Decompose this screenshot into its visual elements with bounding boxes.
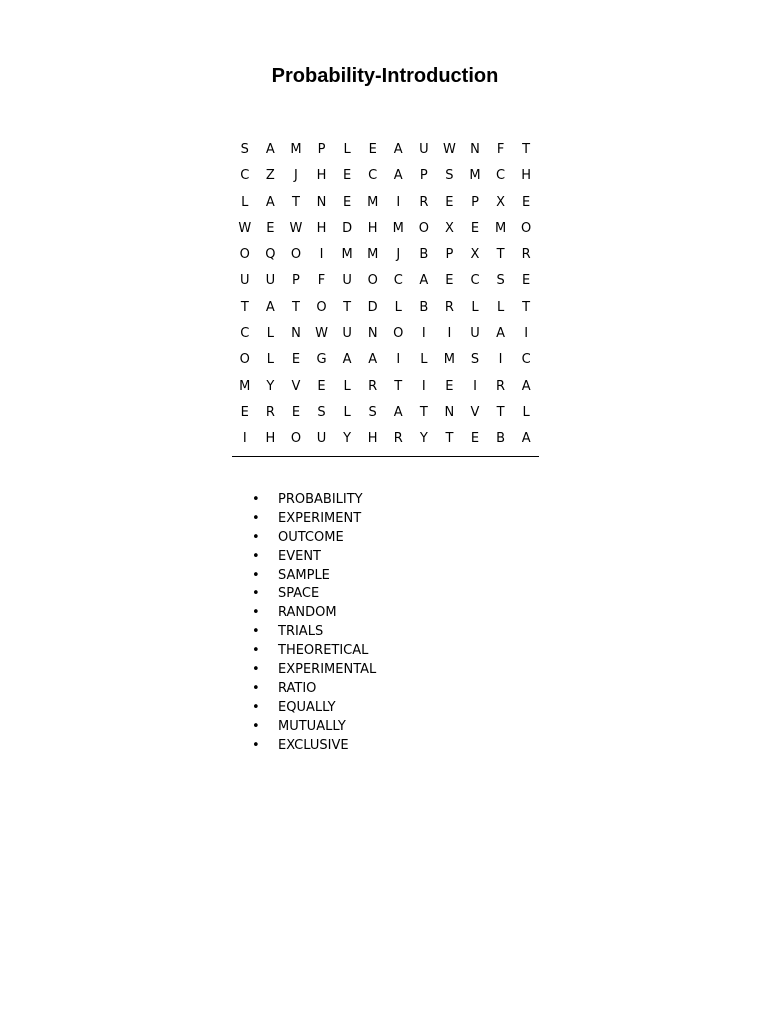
grid-cell: X: [444, 220, 454, 236]
word-label: EXPERIMENTAL: [278, 662, 377, 678]
grid-row: [232, 426, 539, 452]
grid-cell: R: [419, 194, 429, 210]
grid-cell: A: [393, 142, 403, 157]
grid-cell: E: [470, 431, 480, 447]
grid-cell: E: [342, 194, 352, 210]
grid-cell: U: [419, 142, 429, 157]
grid-cell: F: [496, 142, 505, 157]
grid-cell: A: [393, 404, 403, 420]
grid-cell: X: [470, 247, 480, 263]
grid-row: [232, 295, 539, 321]
grid-cell: J: [396, 247, 401, 263]
grid-cell: O: [393, 326, 404, 342]
grid-cell: T: [522, 299, 531, 315]
grid-cell: L: [241, 194, 249, 210]
grid-cell: R: [265, 404, 275, 420]
word-label: EQUALLY: [278, 699, 336, 715]
word-list-item: [252, 642, 376, 661]
grid-cell: E: [445, 378, 454, 394]
grid-cell: I: [524, 326, 529, 342]
grid-cell: O: [239, 352, 250, 368]
grid-cell: I: [473, 378, 477, 394]
grid-cell: I: [242, 431, 247, 447]
grid-cell: H: [316, 220, 327, 236]
grid-cell: L: [420, 352, 428, 368]
grid-cell: G: [316, 352, 327, 368]
word-label: OUTCOME: [278, 529, 344, 545]
grid-cell: M: [443, 352, 456, 368]
grid-cell: E: [266, 220, 275, 236]
grid-cell: L: [266, 352, 274, 368]
page-title: Probability-Introduction: [271, 65, 499, 87]
grid-cell: L: [343, 404, 351, 420]
grid-cell: P: [317, 142, 326, 157]
grid-cell: E: [240, 404, 249, 420]
grid-cell: T: [496, 404, 505, 420]
grid-cell: U: [240, 273, 250, 289]
grid-cell: H: [521, 168, 532, 184]
word-label: SAMPLE: [278, 567, 330, 583]
grid-cell: P: [471, 194, 479, 210]
grid-cell: W: [238, 220, 252, 236]
grid-cell: S: [317, 404, 326, 420]
grid-row: [232, 242, 539, 268]
grid-cell: H: [316, 168, 327, 184]
grid-cell: O: [290, 247, 302, 263]
grid-row: [232, 163, 539, 189]
word-list-item: [252, 604, 376, 623]
grid-cell: S: [496, 273, 505, 289]
grid-cell: T: [445, 431, 454, 447]
grid-cell: B: [419, 299, 429, 315]
grid-cell: R: [521, 247, 531, 263]
grid-cell: C: [240, 168, 250, 184]
grid-cell: T: [394, 378, 403, 394]
grid-cell: I: [396, 194, 401, 210]
word-search-grid: [232, 137, 539, 457]
grid-cell: A: [265, 142, 275, 157]
grid-cell: T: [291, 299, 300, 315]
grid-cell: A: [265, 299, 275, 315]
grid-cell: M: [290, 142, 302, 157]
grid-cell: U: [470, 326, 480, 342]
grid-row: [232, 374, 539, 400]
grid-cell: E: [368, 142, 377, 157]
grid-cell: L: [343, 142, 351, 157]
bullet-icon: •: [252, 643, 260, 659]
grid-cell: C: [470, 273, 480, 289]
bullet-icon: •: [252, 548, 260, 564]
grid-cell: M: [367, 247, 379, 263]
grid-cell: T: [496, 247, 505, 263]
grid-cell: O: [290, 431, 302, 447]
grid-cell: Z: [265, 168, 275, 184]
word-list-item: [252, 718, 376, 737]
word-list-item: [252, 623, 376, 642]
bullet-icon: •: [252, 737, 260, 753]
grid-cell: P: [445, 247, 454, 263]
grid-cell: N: [367, 326, 378, 342]
grid-cell: R: [496, 378, 506, 394]
grid-cell: L: [394, 299, 402, 315]
grid-cell: A: [265, 194, 275, 210]
grid-cell: I: [421, 326, 426, 342]
grid-cell: I: [421, 378, 426, 394]
grid-cell: C: [240, 326, 250, 342]
grid-cell: T: [240, 299, 249, 315]
word-label: SPACE: [278, 586, 320, 602]
grid-cell: T: [343, 299, 352, 315]
grid-cell: F: [317, 273, 326, 289]
grid-cell: N: [291, 326, 301, 342]
grid-cell: N: [444, 404, 455, 420]
grid-cell: S: [240, 142, 249, 157]
grid-cell: V: [470, 404, 480, 420]
word-label: RANDOM: [278, 605, 337, 621]
bullet-icon: •: [252, 662, 260, 678]
grid-cell: E: [470, 220, 480, 236]
word-label: TRIALS: [278, 624, 324, 640]
grid-cell: Y: [419, 431, 428, 447]
grid-cell: E: [342, 168, 352, 184]
grid-cell: U: [342, 326, 352, 342]
grid-cell: X: [496, 194, 506, 210]
word-label: EXCLUSIVE: [278, 737, 349, 753]
grid-cell: D: [367, 299, 378, 315]
word-list-item: [252, 661, 376, 680]
grid-cell: A: [342, 352, 352, 368]
word-list-item: [252, 737, 376, 756]
word-label: EXPERIMENT: [278, 510, 362, 526]
bullet-icon: •: [252, 567, 260, 583]
grid-cell: O: [521, 220, 532, 236]
word-label: PROBABILITY: [278, 492, 363, 507]
grid-cell: S: [470, 352, 480, 368]
word-label: MUTUALLY: [278, 718, 346, 734]
grid-cell: N: [316, 194, 327, 210]
word-list-item: [252, 699, 376, 718]
grid-cell: E: [522, 194, 531, 210]
grid-cell: O: [239, 247, 250, 263]
grid-cell: U: [316, 431, 327, 447]
grid-cell: V: [291, 378, 301, 394]
grid-row: [232, 216, 539, 242]
word-label: EVENT: [278, 548, 321, 564]
grid-cell: A: [368, 352, 378, 368]
grid-cell: L: [522, 404, 530, 420]
grid-cell: M: [239, 378, 251, 394]
grid-cell: C: [393, 273, 403, 289]
bullet-icon: •: [252, 718, 260, 734]
grid-cell: L: [496, 299, 505, 315]
grid-row: [232, 190, 539, 216]
grid-cell: B: [496, 431, 506, 447]
grid-cell: W: [289, 220, 303, 236]
bullet-icon: •: [252, 586, 260, 602]
grid-cell: E: [291, 352, 301, 368]
grid-row: [232, 400, 539, 426]
grid-cell: A: [419, 273, 429, 289]
word-list: [252, 491, 376, 755]
grid-cell: M: [341, 247, 353, 263]
grid-cell: E: [317, 378, 326, 394]
grid-cell: L: [266, 326, 274, 342]
grid-cell: R: [444, 299, 454, 315]
grid-row: [232, 268, 539, 294]
grid-cell: H: [265, 431, 276, 447]
grid-cell: E: [445, 194, 454, 210]
word-list-item: [252, 567, 376, 586]
grid-cell: U: [342, 273, 352, 289]
grid-cell: O: [418, 220, 429, 236]
grid-cell: P: [292, 273, 300, 289]
grid-cell: E: [445, 273, 454, 289]
grid-cell: Y: [266, 378, 275, 394]
word-label: RATIO: [278, 680, 317, 696]
word-list-item: [252, 680, 376, 699]
grid-row: [232, 137, 539, 163]
grid-cell: R: [393, 431, 403, 447]
grid-cell: Y: [343, 431, 352, 447]
grid-row: [232, 321, 539, 347]
grid-cell: W: [442, 142, 456, 157]
grid-cell: M: [392, 220, 404, 236]
grid-cell: A: [521, 378, 531, 394]
word-list-item: [252, 529, 376, 548]
grid-cell: A: [496, 326, 506, 342]
bullet-icon: •: [252, 624, 260, 640]
grid-cell: L: [343, 378, 351, 394]
grid-cell: T: [419, 404, 428, 420]
grid-cell: C: [496, 168, 506, 184]
grid-cell: I: [396, 352, 401, 368]
grid-cell: M: [367, 194, 379, 210]
grid-cell: H: [367, 431, 378, 447]
grid-cell: Q: [265, 247, 276, 263]
word-list-item: [252, 548, 376, 567]
grid-cell: N: [470, 142, 480, 157]
grid-cell: D: [342, 220, 353, 236]
grid-cell: P: [419, 168, 428, 184]
word-list-item: [252, 510, 376, 529]
grid-cell: T: [291, 194, 300, 210]
word-list-item: [252, 585, 376, 604]
grid-cell: C: [368, 168, 378, 184]
grid-cell: I: [447, 326, 452, 342]
grid-cell: J: [294, 168, 298, 184]
grid-cell: O: [367, 273, 378, 289]
grid-cell: O: [316, 299, 327, 315]
grid-cell: A: [393, 168, 403, 184]
bullet-icon: •: [252, 699, 260, 715]
grid-cell: B: [419, 247, 429, 263]
grid-cell: E: [291, 404, 301, 420]
grid-cell: R: [368, 378, 378, 394]
bullet-icon: •: [252, 529, 260, 545]
grid-cell: M: [469, 168, 481, 184]
bullet-icon: •: [252, 605, 260, 621]
bullet-icon: •: [252, 510, 260, 526]
grid-cell: S: [368, 404, 377, 420]
grid-cell: L: [471, 299, 479, 315]
word-list-item: [252, 491, 376, 510]
grid-cell: I: [319, 247, 324, 263]
grid-cell: H: [367, 220, 378, 236]
word-label: THEORETICAL: [278, 643, 369, 659]
grid-cell: E: [522, 273, 531, 289]
grid-cell: T: [522, 142, 531, 157]
grid-cell: M: [494, 220, 507, 236]
grid-cell: U: [265, 273, 276, 289]
bullet-icon: •: [252, 680, 260, 696]
grid-cell: C: [521, 352, 531, 368]
grid-cell: A: [521, 431, 531, 447]
grid-row: [232, 347, 539, 373]
grid-cell: S: [445, 168, 454, 184]
bullet-icon: •: [252, 492, 260, 507]
grid-cell: W: [315, 326, 328, 342]
grid-cell: I: [498, 352, 503, 368]
